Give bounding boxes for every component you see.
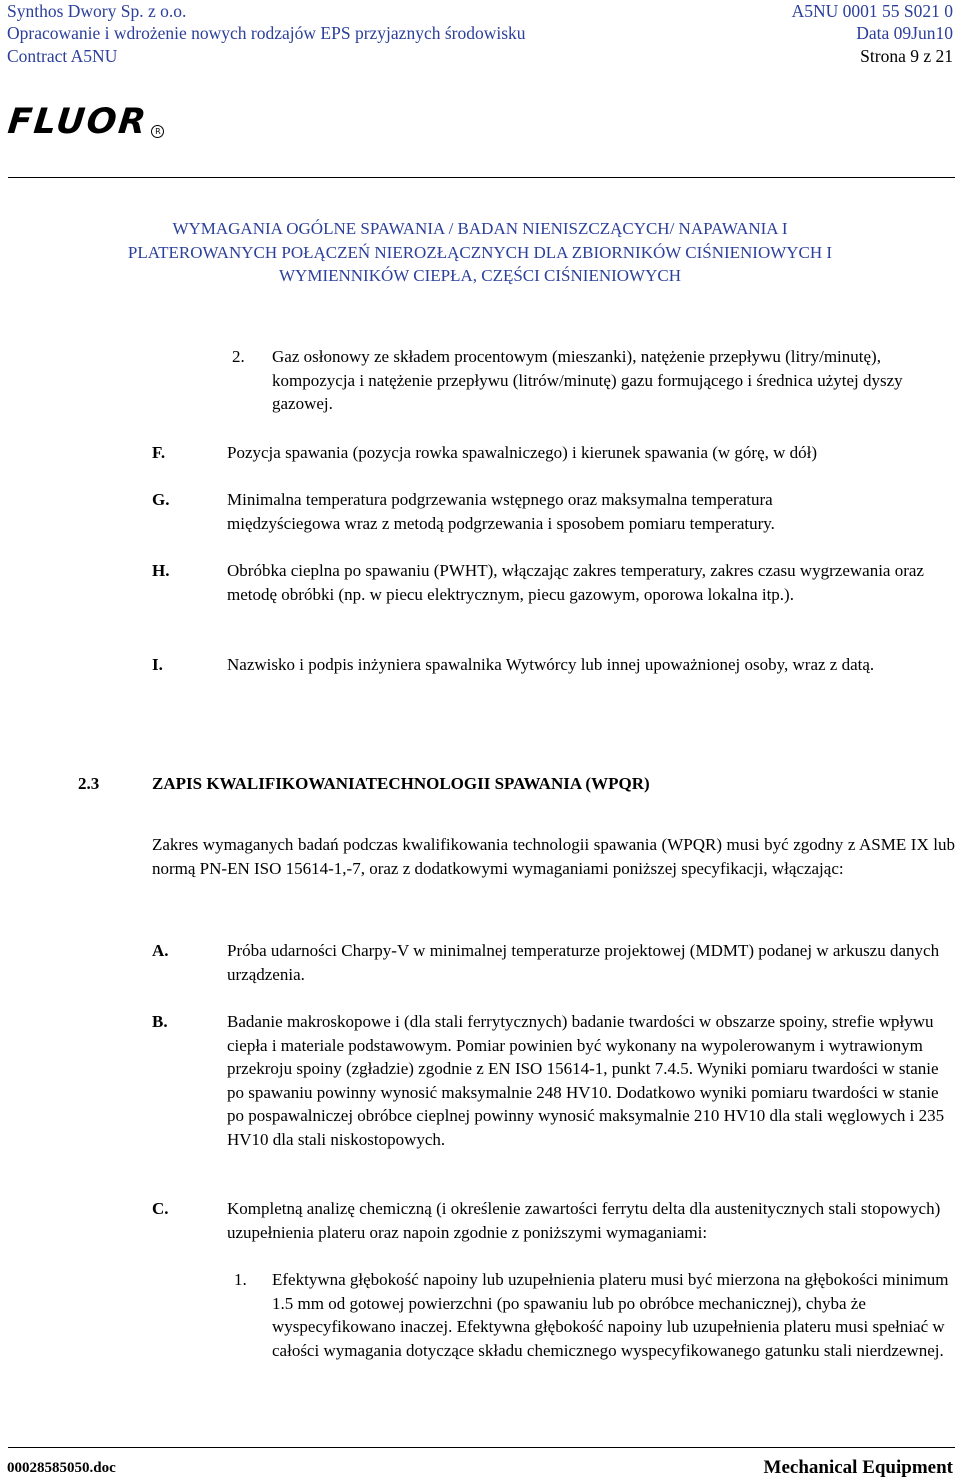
item-a-text: Próba udarności Charpy-V w minimalnej temperaturze projektowej (MDMT) podanej w arkuszu danych urządzenia. [227, 941, 940, 984]
item-2-text: Gaz osłonowy ze składem procentowym (mieszanki), natężenie przepływu (litry/minutę), kompozycja i natężenie przepływu (litrów/minutę) gazu formującego i średnica użytej dyszy gazowej. [272, 347, 903, 413]
item-f-text: Pozycja spawania (pozycja rowka spawalniczego) i kierunek spawania (w górę, w dół) [227, 443, 818, 462]
section-number: 2.3 [78, 774, 100, 793]
footer-file: 00028585050.doc [7, 1460, 116, 1476]
item-g-label: G. [152, 490, 170, 509]
subitem-1-number: 1. [234, 1270, 247, 1289]
fluor-logo [5, 98, 164, 142]
subitem-1-text: Efektywna głębokość napoiny lub uzupełnienia plateru musi być mierzona na głębokości minimum 1.5 mm od gotowej powierzchni (po spawaniu lub po obróbce mechanicznej), chyba że wyspecyfikowano inaczej. Efektywna głębokość napoiny lub uzupełnienia plateru musi spełniać w całości wymagania dotyczące składu chemicznego wyspecyfikowanego gatunku stali nierdzewnej. [272, 1270, 949, 1360]
header-project: Opracowanie i wdrożenie nowych rodzajów EPS przyjaznych środowisku [7, 23, 526, 43]
section-intro: Zakres wymaganych badań podczas kwalifikowania technologii spawania (WPQR) musi być zgodny z ASME IX lub normą PN-EN ISO 15614-1,-7, oraz z dodatkowymi wymaganiami poniższej specyfikacji, włączając: [152, 835, 955, 878]
document-title [20, 217, 940, 288]
item-b-text: Badanie makroskopowe i (dla stali ferrytycznych) badanie twardości w obszarze spoiny, strefie wpływu ciepła i materiale podstawowym. Pomiar powinien być wykonany na wypolerowanym i wytrawionym przekroju spoiny (zgładzie) zgodnie z EN ISO 15614-1, punkt 7.4.5. Wyniki pomiaru twardości w stanie po spawaniu powinny wynosić maksymalnie 248 HV10. Dodatkowo wyniki pomiaru twardości w stanie po pospawalniczej obróbce cieplnej powinny wynosić maksymalnie 210 HV10 dla stali węglowych i 235 HV10 dla stali niskostopowych. [227, 1012, 945, 1149]
header-rule [8, 177, 955, 178]
registered-mark-icon: R [151, 125, 164, 138]
title-line-3: WYMIENNIKÓW CIEPŁA, CZĘŚCI CIŚNIENIOWYCH [279, 266, 681, 285]
footer-rule [8, 1447, 955, 1448]
item-c-text: Kompletną analizę chemiczną (i określenie zawartości ferrytu delta dla austenitycznych stali stopowych) uzupełnienia plateru oraz napoin zgodnie z poniższymi wymaganiami: [227, 1199, 941, 1242]
item-h-label: H. [152, 561, 170, 580]
item-a-label: A. [152, 941, 169, 960]
header-contract: Contract A5NU [7, 46, 118, 66]
header-company: Synthos Dwory Sp. z o.o. [7, 1, 187, 21]
item-2-number: 2. [232, 347, 245, 366]
footer-category: Mechanical Equipment [763, 1457, 953, 1478]
logo-text: FLUOR [5, 102, 150, 142]
header-doc-number: A5NU 0001 55 S021 0 [791, 1, 953, 21]
header-page: Strona 9 z 21 [860, 46, 953, 66]
item-i-label: I. [152, 655, 163, 674]
item-g-text: Minimalna temperatura podgrzewania wstępnego oraz maksymalna temperatura międzyściegowa wraz z metodą podgrzewania i sposobem pomiaru temperatury. [227, 490, 775, 533]
item-f-label: F. [152, 443, 166, 462]
item-h-text: Obróbka cieplna po spawaniu (PWHT), włączając zakres temperatury, zakres czasu wygrzewania oraz metodę obróbki (np. w piecu elektrycznym, piecu gazowym, oporowa lokalna itp.). [227, 561, 924, 604]
section-heading: ZAPIS KWALIFIKOWANIATECHNOLOGII SPAWANIA (WPQR) [152, 774, 650, 793]
item-b-label: B. [152, 1012, 168, 1031]
item-i-text: Nazwisko i podpis inżyniera spawalnika Wytwórcy lub innej upoważnionej osoby, wraz z datą. [227, 655, 875, 674]
title-line-2: PLATEROWANYCH POŁĄCZEŃ NIEROZŁĄCZNYCH DLA ZBIORNIKÓW CIŚNIENIOWYCH I [127, 242, 833, 262]
item-c-label: C. [152, 1199, 169, 1218]
header-date: Data 09Jun10 [856, 23, 953, 43]
title-line-1: WYMAGANIA OGÓLNE SPAWANIA / BADAN NIENISZCZĄCYCH/ NAPAWANIA I [172, 219, 788, 238]
